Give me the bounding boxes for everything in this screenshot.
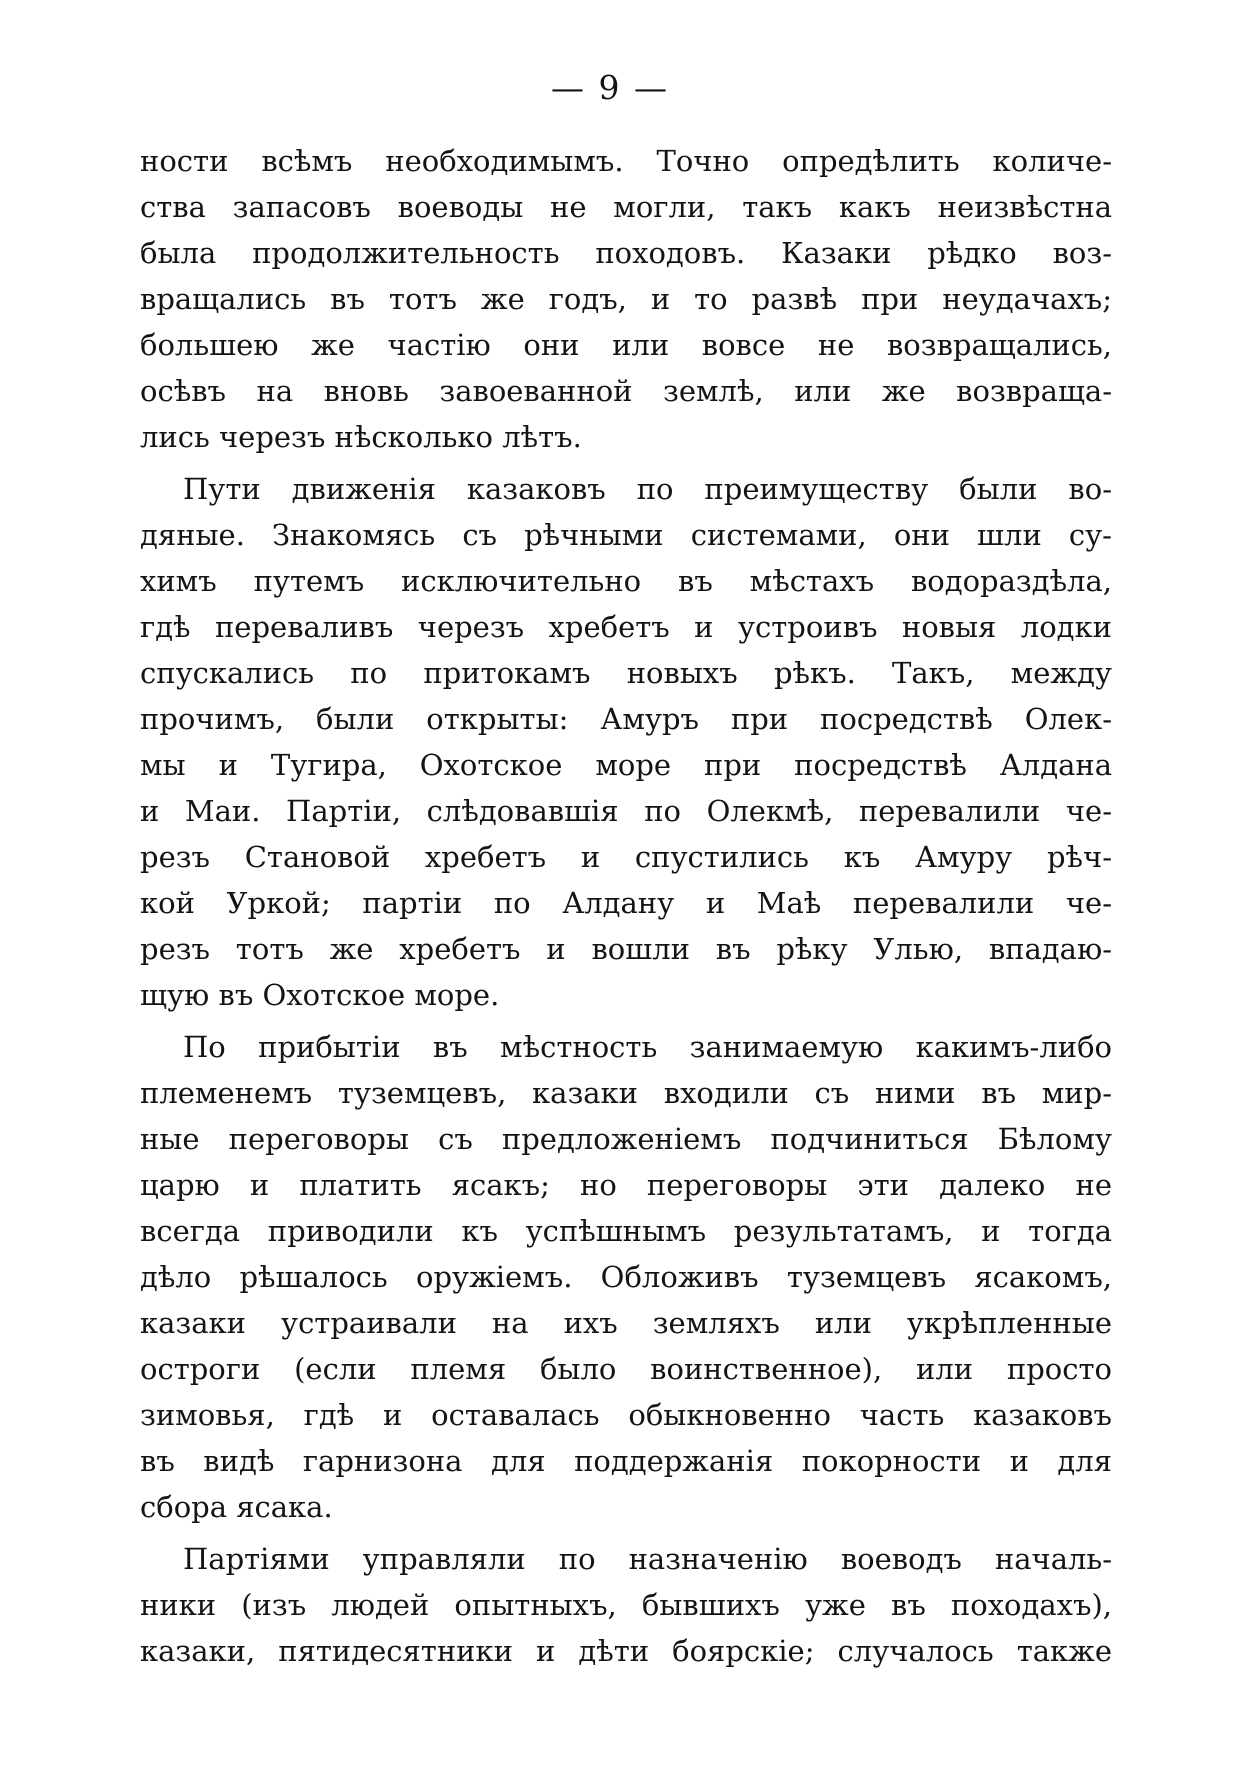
paragraph: [140, 1536, 1112, 1674]
text-line: зимовья, гдѣ и оставалась обыкновенно часть казаковъ: [140, 1398, 1112, 1432]
text-line: остроги (если племя было воинственное), или просто: [140, 1352, 1112, 1386]
text-line: резъ Становой хребетъ и спустились къ Амуру рѣч-: [140, 840, 1112, 874]
text-line: кой Уркой; партіи по Алдану и Маѣ перевалили че-: [140, 886, 1112, 920]
paragraph: [140, 466, 1112, 1018]
text-line: По прибытіи въ мѣстность занимаемую какимъ-либо: [183, 1030, 1112, 1064]
text-line: всегда приводили къ успѣшнымъ результатамъ, и тогда: [140, 1214, 1112, 1248]
text-line: казаки устраивали на ихъ земляхъ или укрѣпленные: [140, 1306, 1112, 1340]
text-line: была продолжительность походовъ. Казаки рѣдко воз-: [140, 236, 1112, 270]
text-line: щую въ Охотское море.: [140, 978, 500, 1012]
text-line: мы и Тугира, Охотское море при посредствѣ Алдана: [140, 748, 1112, 782]
text-line: Пути движенія казаковъ по преимуществу были во-: [183, 472, 1112, 506]
text-line: химъ путемъ исключительно въ мѣстахъ водораздѣла,: [140, 564, 1112, 598]
text-line: и Маи. Партіи, слѣдовавшія по Олекмѣ, перевалили че-: [140, 794, 1112, 828]
body-text: [140, 138, 1112, 1674]
text-line: большею же частію они или вовсе не возвращались,: [140, 328, 1112, 362]
text-line: спускались по притокамъ новыхъ рѣкъ. Такъ, между: [140, 656, 1112, 690]
text-line: Партіями управляли по назначенію воеводъ началь-: [183, 1542, 1112, 1576]
text-line: племенемъ туземцевъ, казаки входили съ ними въ мир-: [140, 1076, 1112, 1110]
text-line: въ видѣ гарнизона для поддержанія покорности и для: [140, 1444, 1112, 1478]
paragraph: [140, 138, 1112, 460]
text-line: осѣвъ на вновь завоеванной землѣ, или же возвраща-: [140, 374, 1112, 408]
text-line: гдѣ переваливъ черезъ хребетъ и устроивъ новыя лодки: [140, 610, 1112, 644]
text-line: ные переговоры съ предложеніемъ подчиниться Бѣлому: [140, 1122, 1112, 1156]
text-line: лись черезъ нѣсколько лѣтъ.: [140, 420, 582, 454]
paragraph: [140, 1024, 1112, 1530]
text-line: царю и платить ясакъ; но переговоры эти далеко не: [140, 1168, 1112, 1202]
page-number: — 9 —: [551, 68, 669, 107]
text-line: казаки, пятидесятники и дѣти боярскіе; случалось также: [140, 1634, 1112, 1668]
text-line: прочимъ, были открыты: Амуръ при посредствѣ Олек-: [140, 702, 1112, 736]
text-line: ности всѣмъ необходимымъ. Точно опредѣлить количе-: [140, 144, 1112, 178]
text-line: дѣло рѣшалось оружіемъ. Обложивъ туземцевъ ясакомъ,: [140, 1260, 1112, 1294]
text-line: ники (изъ людей опытныхъ, бывшихъ уже въ походахъ),: [140, 1588, 1112, 1622]
text-line: ства запасовъ воеводы не могли, такъ какъ неизвѣстна: [140, 190, 1112, 224]
text-line: сбора ясака.: [140, 1490, 333, 1524]
text-line: резъ тотъ же хребетъ и вошли въ рѣку Улью, впадаю-: [140, 932, 1112, 966]
text-line: вращались въ тотъ же годъ, и то развѣ при неудачахъ;: [140, 282, 1112, 316]
text-line: дяные. Знакомясь съ рѣчными системами, они шли су-: [140, 518, 1112, 552]
